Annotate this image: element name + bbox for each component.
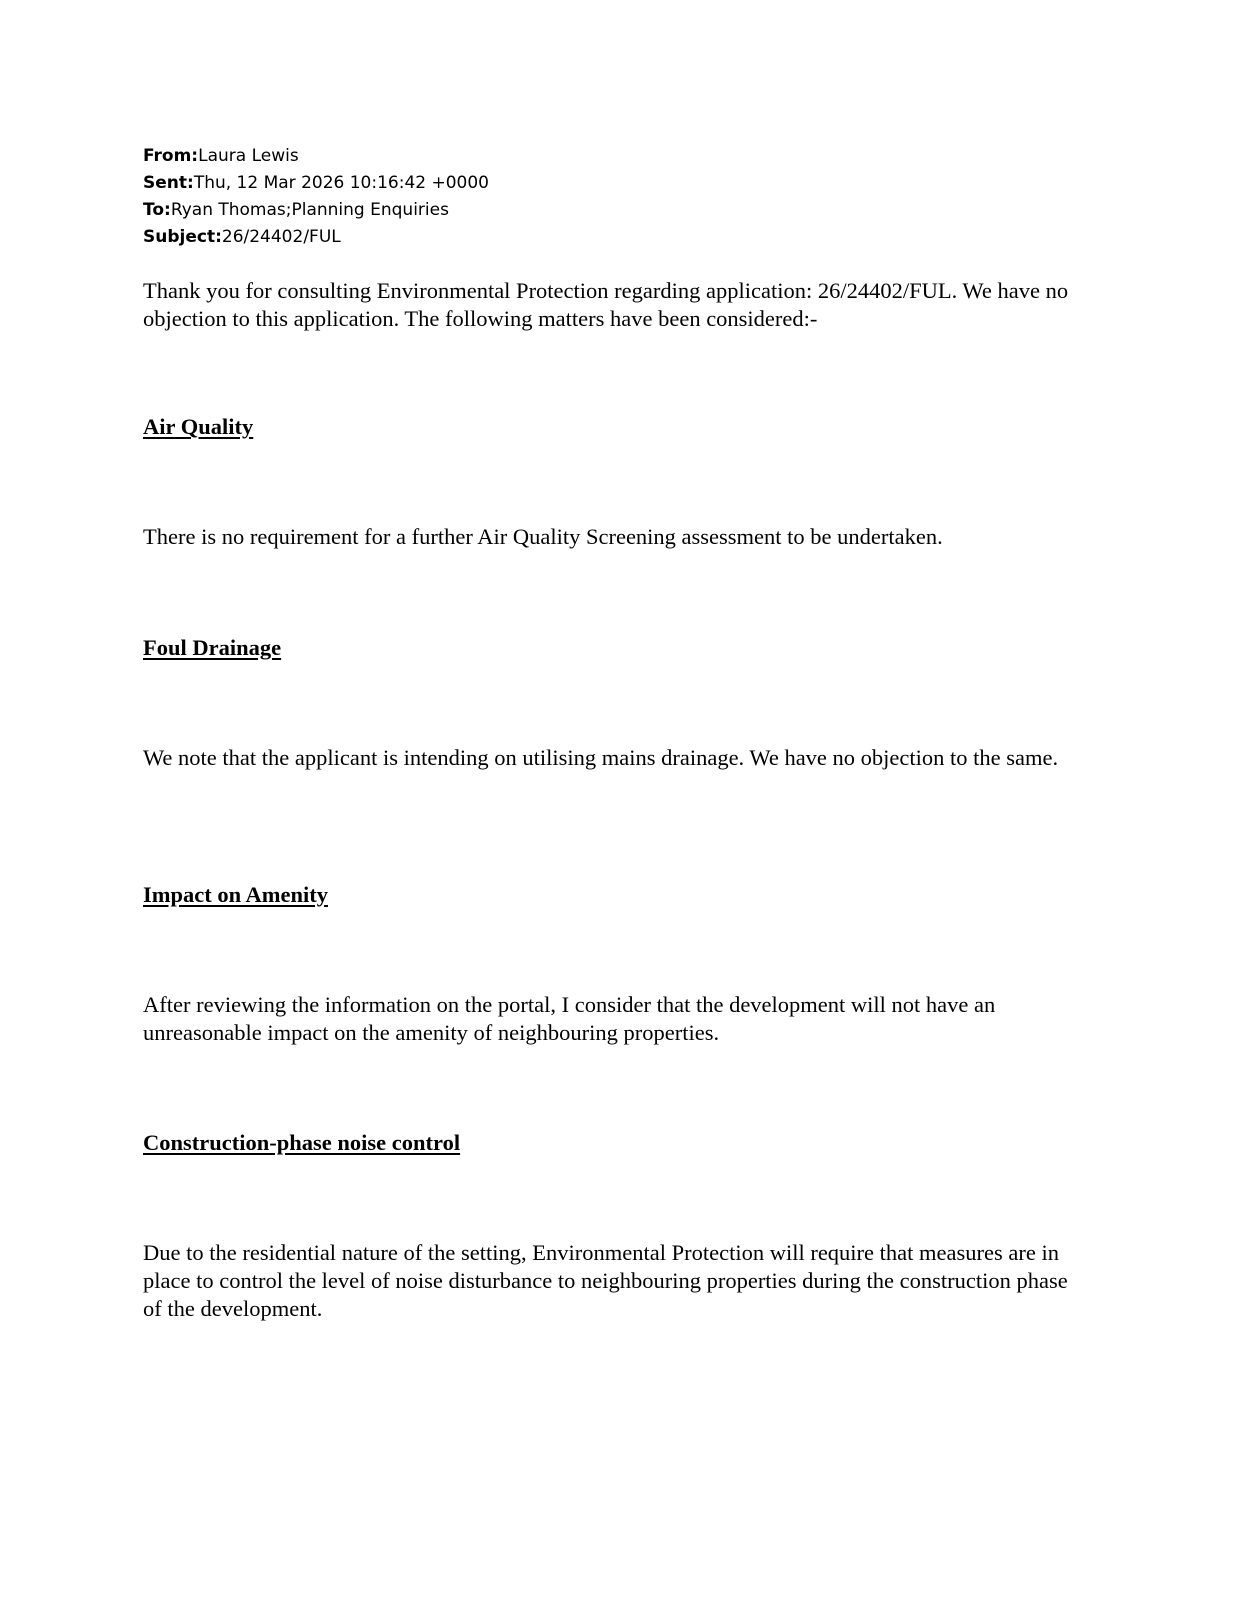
section-body-air-quality: There is no requirement for a further Air Quality Screening assessment to be undertaken. <box>143 524 943 549</box>
from-row <box>143 143 489 170</box>
section-heading-construction-noise: Construction-phase noise control <box>143 1130 461 1155</box>
section-heading-air-quality: Air Quality <box>143 414 254 439</box>
from-value: Laura Lewis <box>198 146 299 166</box>
subject-label: Subject: <box>143 227 222 247</box>
subject-row <box>143 224 489 251</box>
to-label: To: <box>143 200 171 220</box>
to-row <box>143 197 489 224</box>
section-body-construction-noise: Due to the residential nature of the setting, Environmental Protection will require that measures are in place to control the level of noise disturbance to neighbouring properties during the construction phase of the development. <box>143 1240 1068 1321</box>
section-body-impact-on-amenity: After reviewing the information on the portal, I consider that the development will not have an unreasonable impact on the amenity of neighbouring properties. <box>143 992 996 1045</box>
from-label: From: <box>143 146 199 166</box>
section-heading-impact-on-amenity: Impact on Amenity <box>143 882 328 907</box>
email-header <box>143 143 489 251</box>
section-body-foul-drainage: We note that the applicant is intending on utilising mains drainage. We have no objection to the same. <box>143 745 1059 770</box>
sent-label: Sent: <box>143 173 194 193</box>
section-heading-foul-drainage: Foul Drainage <box>143 635 282 660</box>
sent-row <box>143 170 489 197</box>
to-value: Ryan Thomas;Planning Enquiries <box>170 200 449 220</box>
sent-value: Thu, 12 Mar 2026 10:16:42 +0000 <box>193 173 489 193</box>
intro-paragraph: Thank you for consulting Environmental Protection regarding application: 26/24402/FUL. We have no objection to this application. The following matters have been considered:- <box>143 278 1069 331</box>
subject-value: 26/24402/FUL <box>221 227 341 247</box>
